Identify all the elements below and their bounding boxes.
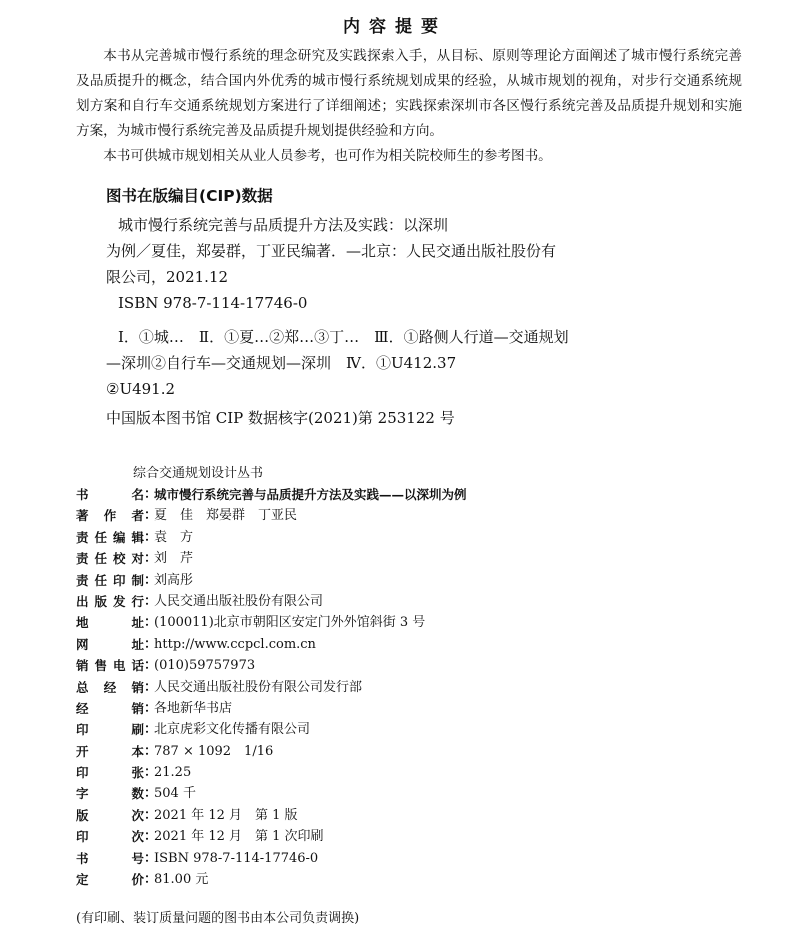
- info-row: [76, 655, 756, 676]
- info-label: 印刷: [76, 722, 144, 738]
- info-colon: ：: [144, 872, 158, 888]
- info-row: [76, 783, 756, 804]
- info-label: 销售电话: [76, 658, 144, 674]
- info-value: 21.25: [154, 765, 192, 781]
- info-row: [76, 826, 756, 847]
- info-value: http://www.ccpcl.com.cn: [154, 636, 316, 652]
- info-label: 字数: [76, 786, 144, 802]
- info-colon: ：: [144, 722, 158, 738]
- info-label: 网址: [76, 636, 144, 652]
- info-row: [76, 570, 756, 591]
- info-row: [76, 677, 756, 698]
- series-name: 综合交通规划设计丛书: [133, 466, 264, 481]
- info-label: 定价: [76, 872, 144, 888]
- info-row: [76, 591, 756, 612]
- info-row: [76, 805, 756, 826]
- cip-title: 图书在版编目(CIP)数据: [106, 187, 273, 205]
- info-row: [76, 634, 756, 655]
- info-value: 2021 年 12 月 第 1 次印刷: [154, 829, 324, 845]
- info-value: 袁 方: [154, 529, 194, 545]
- info-colon: ：: [144, 658, 158, 674]
- info-colon: ：: [144, 679, 158, 695]
- summary-section: [76, 44, 742, 169]
- info-label: 书名: [76, 487, 144, 502]
- cip-line-3: 限公司，2021.12: [106, 268, 229, 286]
- info-colon: ：: [144, 572, 158, 588]
- publication-info: [76, 484, 756, 890]
- cip-line-2: 为例／夏佳，郑晏群，丁亚民编著．—北京：人民交通出版社股份有: [106, 242, 557, 260]
- info-row: [76, 484, 756, 505]
- info-colon: ：: [144, 593, 158, 609]
- cip-number: 中国版本图书馆 CIP 数据核字(2021)第 253122 号: [106, 409, 455, 427]
- cip-isbn: ISBN 978-7-114-17746-0: [118, 294, 308, 312]
- info-colon: ：: [144, 508, 158, 524]
- info-value: 504 千: [154, 786, 196, 802]
- info-colon: ：: [144, 829, 158, 845]
- info-row: [76, 548, 756, 569]
- info-value: 夏 佳 郑晏群 丁亚民: [154, 508, 298, 524]
- summary-paragraph-1: 本书从完善城市慢行系统的理念研究及实践探索入手，从目标、原则等理论方面阐述了城市慢行系统完善及品质提升的概念，结合国内外优秀的城市慢行系统规划成果的经验，从城市规划的视角，对步行交通系统规划方案和自行车交通系统规划方案进行了详细阐述；实践探索深圳市各区慢行系统完善及品质提升规划和实施方案，为城市慢行系统完善及品质提升规划提供经验和方向。: [76, 48, 742, 139]
- info-label: 地址: [76, 615, 144, 631]
- info-colon: ：: [144, 850, 158, 866]
- info-row: [76, 527, 756, 548]
- info-label: 出版发行: [76, 593, 144, 609]
- info-label: 经销: [76, 700, 144, 716]
- info-colon: ：: [144, 487, 158, 502]
- info-value: 人民交通出版社股份有限公司发行部: [154, 679, 363, 695]
- info-colon: ：: [144, 786, 158, 802]
- info-value: ISBN 978-7-114-17746-0: [154, 850, 319, 866]
- cip-record: [106, 212, 626, 402]
- info-value: 北京虎彩文化传播有限公司: [154, 722, 311, 738]
- cip-class-line-3: ②U491.2: [106, 380, 176, 398]
- info-colon: ：: [144, 765, 158, 781]
- info-value: 787 × 1092 1/16: [154, 743, 274, 759]
- info-value: 2021 年 12 月 第 1 版: [154, 807, 298, 823]
- info-value: 81.00 元: [154, 872, 209, 888]
- footer-note: (有印刷、装订质量问题的图书由本公司负责调换): [76, 911, 360, 926]
- info-colon: ：: [144, 807, 158, 823]
- info-row: [76, 505, 756, 526]
- info-label: 印张: [76, 765, 144, 781]
- info-row: [76, 612, 756, 633]
- info-label: 责任校对: [76, 551, 144, 567]
- cip-class-line-2: —深圳②自行车—交通规划—深圳 Ⅳ．①U412.37: [106, 354, 457, 372]
- info-value: 各地新华书店: [154, 700, 233, 716]
- cip-class-line-1: Ⅰ．①城… Ⅱ．①夏…②郑…③丁… Ⅲ．①路侧人行道—交通规划: [118, 328, 569, 346]
- info-colon: ：: [144, 700, 158, 716]
- info-row: [76, 741, 756, 762]
- info-row: [76, 869, 756, 890]
- info-row: [76, 698, 756, 719]
- cip-line-1: 城市慢行系统完善与品质提升方法及实践：以深圳: [118, 216, 449, 234]
- info-label: 著作者: [76, 508, 144, 524]
- info-colon: ：: [144, 615, 158, 631]
- info-value: (010)59757973: [154, 658, 256, 674]
- info-label: 版次: [76, 807, 144, 823]
- info-value: 城市慢行系统完善与品质提升方法及实践——以深圳为例: [154, 487, 467, 502]
- info-value: 人民交通出版社股份有限公司: [154, 593, 324, 609]
- summary-paragraph-2: 本书可供城市规划相关从业人员参考，也可作为相关院校师生的参考图书。: [103, 148, 552, 164]
- info-value: 刘 芹: [154, 551, 194, 567]
- info-colon: ：: [144, 529, 158, 545]
- info-label: 责任印制: [76, 572, 144, 588]
- summary-title: 内容提要: [343, 17, 447, 37]
- info-value: 刘高彤: [154, 572, 194, 588]
- info-value: (100011)北京市朝阳区安定门外外馆斜街 3 号: [154, 615, 426, 631]
- info-label: 印次: [76, 829, 144, 845]
- info-label: 总经销: [76, 679, 144, 695]
- info-row: [76, 848, 756, 869]
- info-label: 开本: [76, 743, 144, 759]
- info-row: [76, 719, 756, 740]
- info-label: 责任编辑: [76, 529, 144, 545]
- info-label: 书号: [76, 850, 144, 866]
- info-colon: ：: [144, 743, 158, 759]
- info-row: [76, 762, 756, 783]
- info-colon: ：: [144, 551, 158, 567]
- info-colon: ：: [144, 636, 158, 652]
